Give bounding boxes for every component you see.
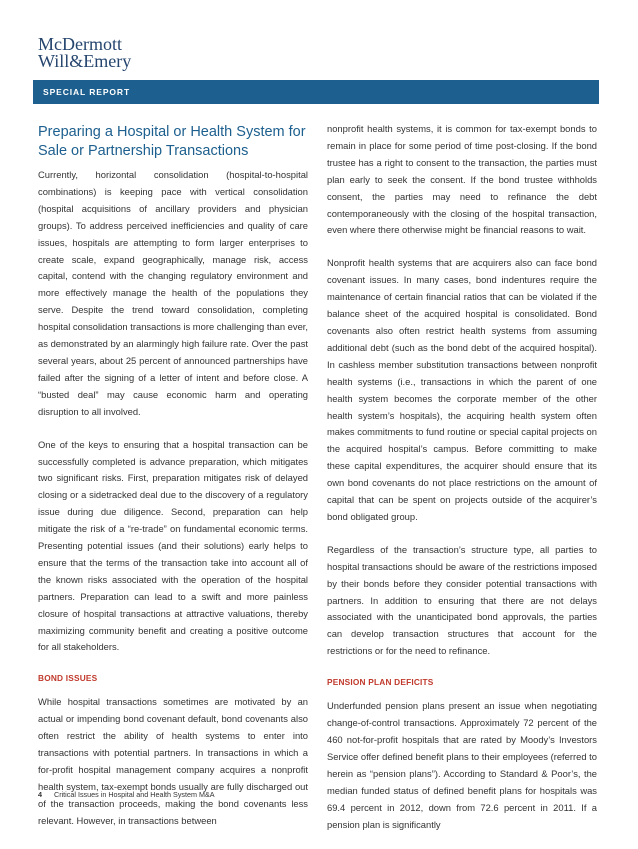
company-logo: [38, 36, 131, 70]
page-number: 4: [38, 790, 42, 799]
pension-heading: PENSION PLAN DEFICITS: [327, 677, 434, 688]
page-footer: [38, 790, 215, 799]
structure-paragraph: Regardless of the transaction’s structure type, all parties to hospital transactions should be aware of the restrictions imposed by their bonds before they consider potential transactions with partners. In addition to ensuring that there are not delays associated with the unanticipated bond approvals, the parties can develop transaction structures that account for the restrictions or for the need to refinance.: [327, 543, 597, 657]
pension-paragraph: Underfunded pension plans present an issue when negotiating change-of-control transactions. Approximately 72 percent of the 460 not-for-profit hospitals that are rated by Moody’s Investors Service offer defined benefit plans to their employees (referred to herein as “pension plans”). According to Standard & Poor’s, the median funded status of defined benefit plans for hospitals was 69.4 percent in 2012, down from 72.6 percent in 2011. If a pension plan is significantly: [327, 700, 597, 830]
logo-line-1: McDermott: [38, 34, 122, 54]
intro-paragraph: Currently, horizontal consolidation (hospital-to-hospital combinations) is keeping pace with vertical consolidation (hospital acquisitions of ancillary providers and physician groups). To address perceived inefficiencies and quality of care issues, hospitals are attempting to form larger enterprises to create scale, expand geographically, manage risk, access capital, contend with the changing regulatory environment and more effectively manage the health of the populations they serve. Despite the trend toward consolidation, completing hospital consolidation transactions is more challenging than ever, as demonstrated by an alarmingly high failure rate. Over the past several years, about 25 percent of announced partnerships have failed after the signing of a letter of intent and before close. A “busted deal” may cause economic harm and operating disruption to all involved.: [38, 169, 308, 417]
right-column: [327, 121, 597, 849]
bond-issues-heading: BOND ISSUES: [38, 673, 98, 684]
article-title: Preparing a Hospital or Health System for Sale or Partnership Transactions: [38, 124, 306, 159]
acquirer-bond-paragraph: Nonprofit health systems that are acquirers also can face bond covenant issues. In many cases, bond indentures require the maintenance of certain financial ratios that can be violated if the balance sheet of the acquired hospital is consolidated. Bond covenants also often restrict health systems from assuming additional debt (such as the bond debt of the acquired hospital). In cashless member substitution transactions between nonprofit health systems (i.e., transactions in which the parent of one health system becomes the corporate member of the other health system’s hospitals), the acquiring health system often makes commitments to fund routine or special capital projects on the acquired hospital’s campus. Before committing to make these capital expenditures, the acquirer should ensure that its own bond covenants do not place restrictions on the amount of capital that can be spent on projects outside of the acquirer’s bond obligated group.: [327, 257, 597, 522]
banner-label: SPECIAL REPORT: [43, 87, 131, 97]
logo-line-2: Will&Emery: [38, 51, 132, 71]
bond-issues-paragraph: While hospital transactions sometimes are motivated by an actual or impending bond covenant default, bond covenants also often restrict the ability of health systems to enter into transactions with potential partners. In transactions in which a for-profit hospital management company acquires a nonprofit health system, tax-exempt bonds usually are fully discharged out of the transaction proceeds, making the bond covenants less relevant. However, in transactions between: [38, 696, 308, 826]
preparation-paragraph: One of the keys to ensuring that a hospital transaction can be successfully completed is advance preparation, which mitigates two significant risks. First, preparation mitigates risk of delayed closing or a sidetracked deal due to the discovery of a regulatory issue during due diligence. Second, preparation can help mitigate the risk of a “re-trade” on fundamental economic terms. Presenting potential issues (and their solutions) early helps to ensure that the terms of the transaction take into account all of the known risks associated with the operation of the hospital partners. Preparation can lead to a swift and more painless closure of hospital transactions at attractive valuations, thereby maximizing community benefit and creating a positive outcome for all stakeholders.: [38, 438, 308, 653]
left-column: [38, 121, 308, 846]
section-banner: [33, 80, 599, 104]
footer-text: Critical Issues in Hospital and Health System M&A: [54, 790, 215, 799]
bond-continuation-paragraph: nonprofit health systems, it is common for tax-exempt bonds to remain in place for some period of time post-closing. If the bond trustee has a right to consent to the transaction, the parties must plan early to seek the consent. If the bond trustee withholds consent, the parties may need to refinance the debt contemporaneously with the closing of the hospital transaction, even where there otherwise might be financial reasons to wait.: [327, 123, 597, 236]
